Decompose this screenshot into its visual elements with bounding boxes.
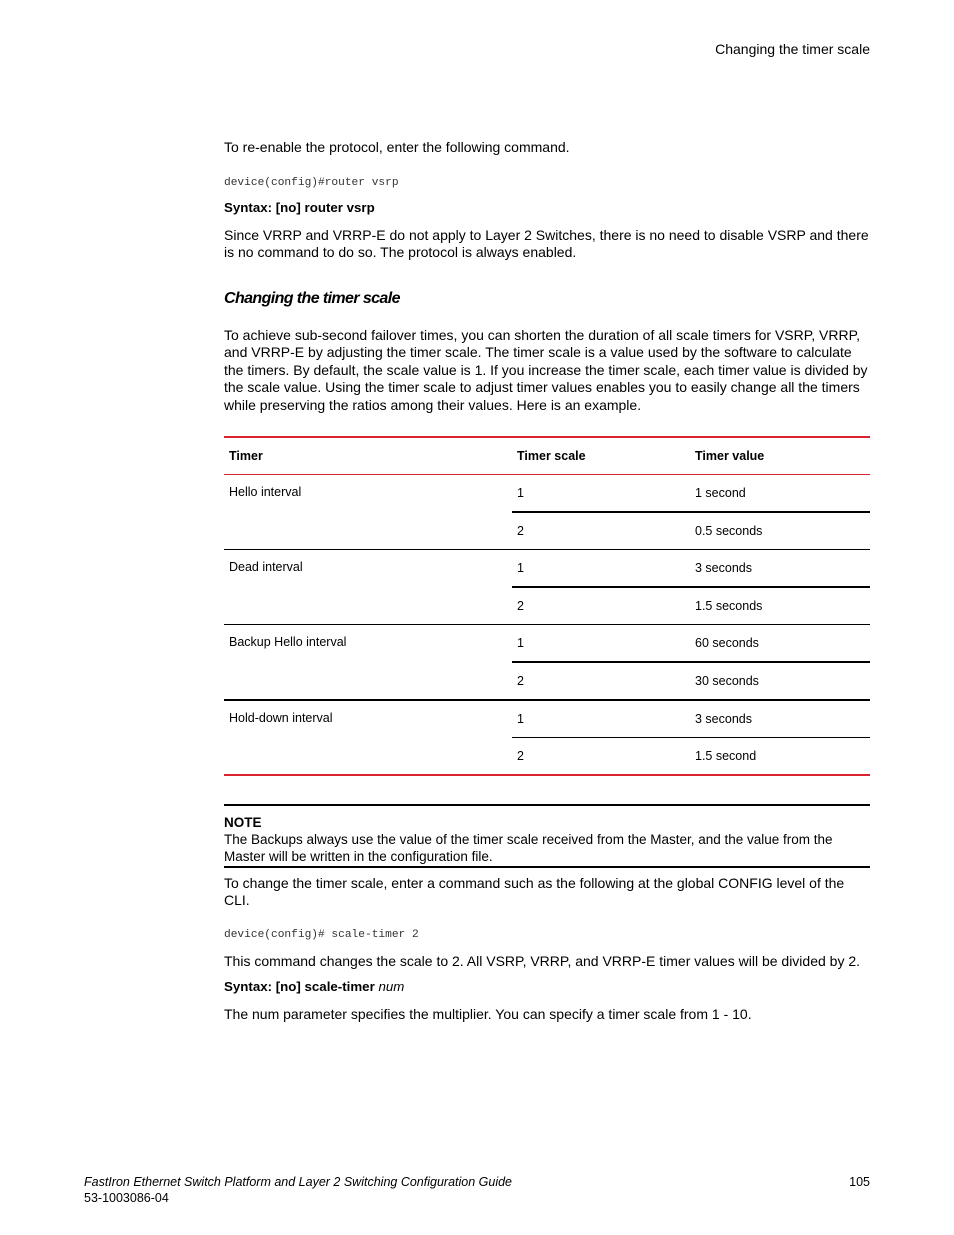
- timer-value-cell: 1.5 second: [690, 738, 870, 776]
- code-router-vsrp: device(config)#router vsrp: [224, 177, 399, 189]
- timer-value-cell: 0.5 seconds: [690, 512, 870, 550]
- timer-value-cell: 30 seconds: [690, 662, 870, 700]
- syntax-scale-timer-text: Syntax: [no] scale-timer: [224, 979, 375, 994]
- timer-scale-cell: 1: [512, 550, 690, 588]
- footer-doc-number: 53-1003086-04: [84, 1191, 169, 1205]
- section-heading: Changing the timer scale: [224, 290, 400, 307]
- result-text: This command changes the scale to 2. All VSRP, VRRP, and VRRP-E timer values will be divided by 2.: [224, 953, 861, 969]
- note-title: NOTE: [224, 815, 262, 830]
- change-timer-text: To change the timer scale, enter a command such as the following at the global CONFIG level of the CLI.: [224, 875, 845, 909]
- header-timer-scale: Timer scale: [512, 437, 690, 475]
- timer-scale-cell: 1: [512, 625, 690, 663]
- timer-name-cell: Hold-down interval: [224, 700, 512, 775]
- syntax-scale-timer: [224, 979, 404, 994]
- syntax-router-vsrp: [224, 200, 375, 215]
- table-header-row: [224, 437, 870, 475]
- timer-value-cell: 60 seconds: [690, 625, 870, 663]
- timer-value-cell: 1 second: [690, 475, 870, 513]
- reenable-text: To re-enable the protocol, enter the following command.: [224, 139, 570, 155]
- note-box: [224, 804, 870, 868]
- table-row: [224, 700, 870, 738]
- section-paragraph: To achieve sub-second failover times, you can shorten the duration of all scale timers for VSRP, VRRP, and VRRP-E by adjusting the timer scale. The timer scale is a value used by the software to calculate the timers. By default, the scale value is 1. If you increase the timer scale, each timer value is divided by the scale value. Using the timer scale to adjust timer values enables you to easily change all the timers while preserving the ratios among their values. Here is an example.: [224, 327, 868, 413]
- timer-scale-cell: 2: [512, 738, 690, 776]
- syntax-scale-timer-param: num: [378, 979, 405, 994]
- timer-value-cell: 3 seconds: [690, 700, 870, 738]
- timer-name-cell: Backup Hello interval: [224, 625, 512, 701]
- table-row: [224, 475, 870, 513]
- timer-scale-cell: 1: [512, 475, 690, 513]
- timer-scale-cell: 2: [512, 662, 690, 700]
- vrrp-note-paragraph: Since VRRP and VRRP-E do not apply to Layer 2 Switches, there is no need to disable VSRP and there is no command to do so. The protocol is always enabled.: [224, 227, 869, 261]
- table-row: [224, 550, 870, 588]
- timer-name-cell: Hello interval: [224, 475, 512, 550]
- footer-page-number: 105: [849, 1175, 870, 1189]
- syntax-router-vsrp-text: Syntax: [no] router vsrp: [224, 200, 375, 215]
- timer-scale-cell: 2: [512, 587, 690, 625]
- param-text: The num parameter specifies the multiplier. You can specify a timer scale from 1 - 10.: [224, 1006, 752, 1022]
- timer-scale-table: [224, 436, 870, 776]
- table-row: [224, 625, 870, 663]
- note-text: The Backups always use the value of the timer scale received from the Master, and the value from the Master will be written in the configuration file.: [224, 832, 833, 864]
- header-timer: Timer: [224, 437, 512, 475]
- header-timer-value: Timer value: [690, 437, 870, 475]
- timer-scale-cell: 1: [512, 700, 690, 738]
- timer-name-cell: Dead interval: [224, 550, 512, 625]
- footer-guide-title: FastIron Ethernet Switch Platform and Layer 2 Switching Configuration Guide: [84, 1175, 512, 1189]
- code-scale-timer: device(config)# scale-timer 2: [224, 929, 419, 941]
- timer-value-cell: 3 seconds: [690, 550, 870, 588]
- running-header: Changing the timer scale: [715, 41, 870, 57]
- timer-value-cell: 1.5 seconds: [690, 587, 870, 625]
- timer-scale-cell: 2: [512, 512, 690, 550]
